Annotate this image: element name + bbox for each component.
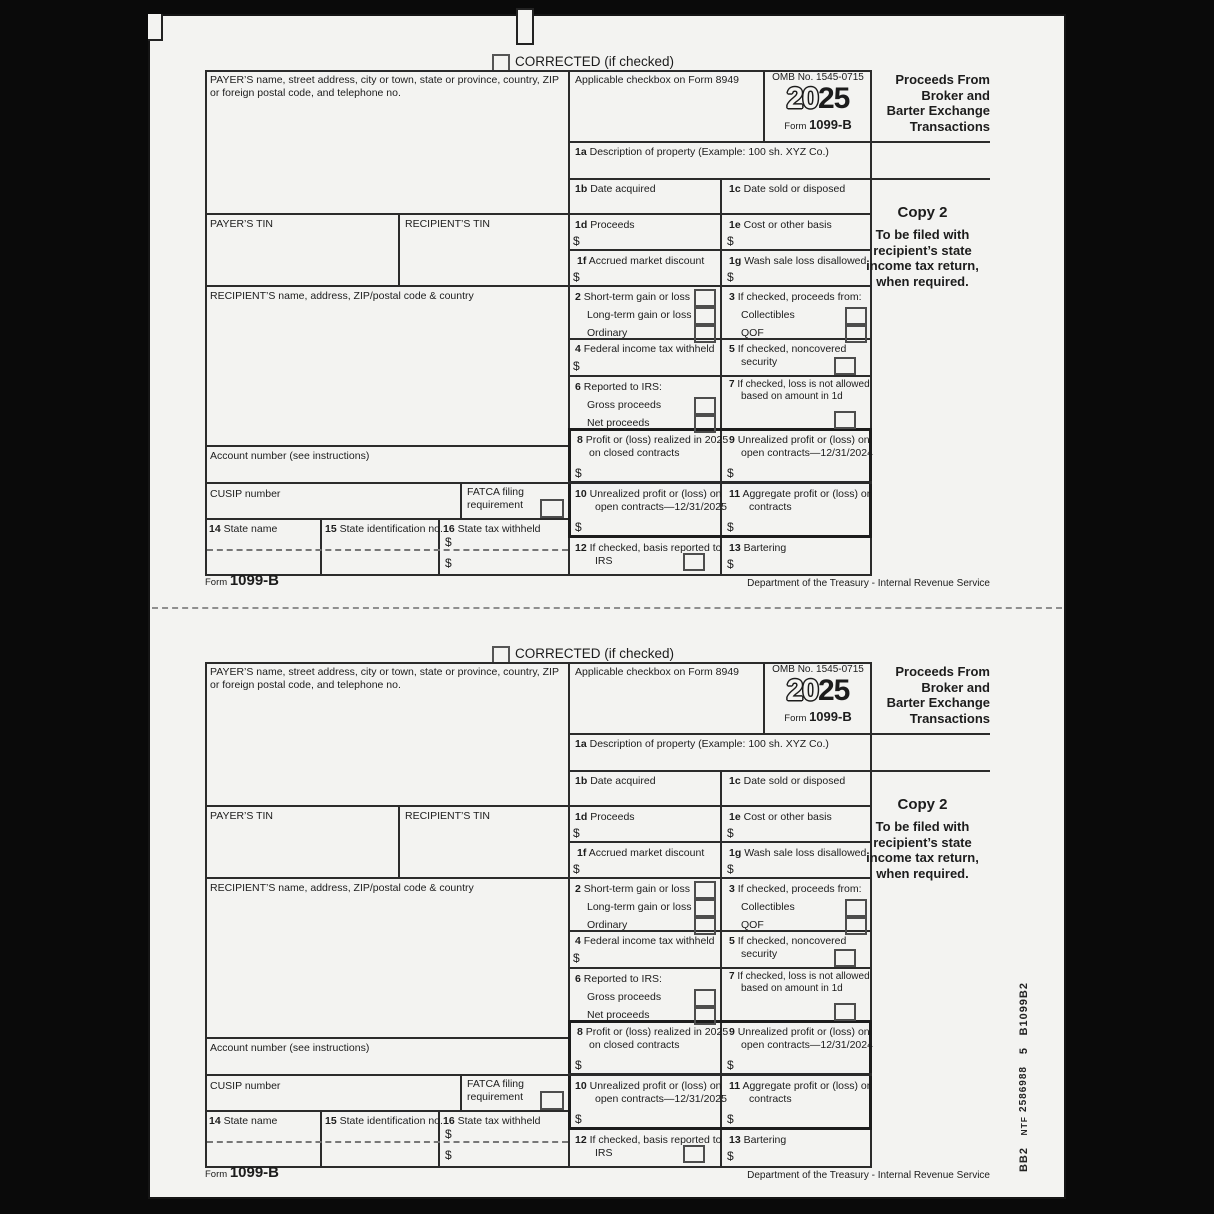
box-6-label: 6 Reported to IRS: Gross proceeds Net proceeds: [575, 973, 662, 1021]
grid-line: [205, 1074, 570, 1076]
box-11-dollar: $: [727, 1112, 734, 1126]
box-1b-label: 1b Date acquired: [575, 183, 656, 195]
payer-tin-label: PAYER’S TIN: [210, 218, 274, 230]
box-1f-dollar: $: [573, 270, 580, 284]
grid-line: [205, 285, 872, 287]
grid-line: [872, 141, 990, 143]
basis-reported-checkbox[interactable]: [683, 1145, 705, 1163]
form-title: Proceeds From Broker and Barter Exchange Transactions: [886, 664, 990, 726]
corrected-label: CORRECTED (if checked): [515, 646, 675, 661]
net-proceeds-checkbox[interactable]: [694, 415, 716, 433]
tax-year: 2025: [786, 82, 850, 115]
applicable-checkbox-label: Applicable checkbox on Form 8949: [575, 74, 740, 86]
long-term-checkbox[interactable]: [694, 899, 716, 917]
form-title: Proceeds From Broker and Barter Exchange Transactions: [886, 72, 990, 134]
box-16-dollar-2: $: [445, 556, 452, 570]
grid-line: [568, 841, 872, 843]
box-1g-label: 1g Wash sale loss disallowed: [729, 255, 867, 267]
box-1d-dollar: $: [573, 826, 580, 840]
box-1e-label: 1e Cost or other basis: [729, 219, 832, 231]
box-7-label: 7 If checked, loss is not allowed based on amount in 1d: [729, 379, 870, 402]
long-term-checkbox[interactable]: [694, 307, 716, 325]
box-1e-dollar: $: [727, 234, 734, 248]
loss-not-allowed-checkbox[interactable]: [834, 1003, 856, 1021]
box-1b-label: 1b Date acquired: [575, 775, 656, 787]
grid-line: [205, 1037, 570, 1039]
cusip-label: CUSIP number: [210, 488, 281, 500]
box-13-label: 13 Bartering: [729, 1134, 787, 1146]
fatca-label: FATCA filing requirement: [467, 1078, 524, 1103]
box-15-label: 15 State identification no.: [325, 523, 443, 535]
recipient-tin-label: RECIPIENT’S TIN: [405, 810, 490, 822]
box-6-label: 6 Reported to IRS: Gross proceeds Net proceeds: [575, 381, 662, 429]
box-4-dollar: $: [573, 359, 580, 373]
box-8-dollar: $: [575, 1058, 582, 1072]
box-4-label: 4 Federal income tax withheld: [575, 343, 715, 355]
footer-department: Department of the Treasury - Internal Revenue Service: [747, 578, 990, 589]
grid-line: [205, 1110, 570, 1112]
box-10-label: 10 Unrealized profit or (loss) on open contracts—12/31/2025: [575, 1080, 727, 1105]
grid-line: [205, 877, 872, 879]
grid-line: [205, 518, 570, 520]
applicable-checkbox-label: Applicable checkbox on Form 8949: [575, 666, 740, 678]
grid-line: [205, 574, 872, 576]
grid-line: [460, 1076, 462, 1112]
box-1g-label: 1g Wash sale loss disallowed: [729, 847, 867, 859]
omb-number: OMB No. 1545-0715: [772, 664, 864, 675]
box-11-dollar: $: [727, 520, 734, 534]
copy-designation: [855, 796, 990, 881]
box-10-dollar: $: [575, 1112, 582, 1126]
box-2-label: 2 Short-term gain or loss Long-term gain or loss Ordinary: [575, 291, 692, 339]
copy-note: To be filed with recipient’s state income tax return, when required.: [866, 819, 979, 881]
grid-line: [205, 805, 872, 807]
fatca-label: FATCA filing requirement: [467, 486, 524, 511]
grid-line: [205, 213, 872, 215]
form-copy-top: [205, 54, 997, 606]
box-15-label: 15 State identification no.: [325, 1115, 443, 1127]
print-code-ntf: NTF 2586988: [1018, 1065, 1029, 1136]
form-copy-bottom: [205, 646, 997, 1198]
form-grid: [205, 662, 872, 1168]
box-3-label: 3 If checked, proceeds from: Collectibles QOF: [729, 291, 862, 339]
box-1d-label: 1d Proceeds: [575, 811, 635, 823]
fatca-checkbox[interactable]: [540, 499, 564, 518]
form-number-header: Form 1099-B: [784, 117, 852, 132]
grid-line: [205, 482, 570, 484]
grid-line: [568, 1073, 872, 1076]
footer-form-number: Form 1099-B: [205, 1164, 280, 1181]
grid-line: [568, 770, 872, 772]
print-code-b1099b2: B1099B2: [1018, 982, 1030, 1036]
box-2-label: 2 Short-term gain or loss Long-term gain or loss Ordinary: [575, 883, 692, 931]
account-number-label: Account number (see instructions): [210, 1042, 370, 1054]
noncovered-security-checkbox[interactable]: [834, 357, 856, 375]
box-11-label: 11 Aggregate profit or (loss) on contracts: [729, 1080, 873, 1105]
ordinary-checkbox[interactable]: [694, 917, 716, 935]
box-14-label: 14 State name: [209, 523, 278, 535]
box-1e-label: 1e Cost or other basis: [729, 811, 832, 823]
box-1g-dollar: $: [727, 270, 734, 284]
grid-line: [872, 733, 990, 735]
grid-line: [460, 484, 462, 520]
qof-checkbox[interactable]: [845, 325, 867, 343]
grid-line: [568, 178, 872, 180]
qof-checkbox[interactable]: [845, 917, 867, 935]
box-16-dollar-1: $: [445, 535, 452, 549]
box-10-label: 10 Unrealized profit or (loss) on open contracts—12/31/2025: [575, 488, 727, 513]
box-16-dollar-1: $: [445, 1127, 452, 1141]
box-4-dollar: $: [573, 951, 580, 965]
box-1c-label: 1c Date sold or disposed: [729, 775, 846, 787]
omb-box: [765, 72, 871, 132]
box-5-label: 5 If checked, noncovered security: [729, 935, 847, 960]
top-center-notch: [516, 8, 534, 45]
grid-line: [205, 662, 207, 1168]
recipient-info-label: RECIPIENT’S name, address, ZIP/postal code & country: [210, 290, 474, 302]
account-number-label: Account number (see instructions): [210, 450, 370, 462]
box-1c-label: 1c Date sold or disposed: [729, 183, 846, 195]
omb-number: OMB No. 1545-0715: [772, 72, 864, 83]
collectibles-checkbox[interactable]: [845, 899, 867, 917]
box-1g-dollar: $: [727, 862, 734, 876]
box-1d-dollar: $: [573, 234, 580, 248]
grid-line: [205, 445, 570, 447]
form-sheet: [148, 14, 1066, 1199]
corrected-label: CORRECTED (if checked): [515, 54, 675, 69]
recipient-info-label: RECIPIENT’S name, address, ZIP/postal code & country: [210, 882, 474, 894]
box-9-label: 9 Unrealized profit or (loss) on open contracts—12/31/2024: [729, 1026, 873, 1051]
print-codes: [1006, 982, 1042, 1172]
noncovered-security-checkbox[interactable]: [834, 949, 856, 967]
form-number-header: Form 1099-B: [784, 709, 852, 724]
grid-line: [568, 733, 872, 735]
state-dashed-line: [207, 1141, 568, 1143]
loss-not-allowed-checkbox[interactable]: [834, 411, 856, 429]
box-9-label: 9 Unrealized profit or (loss) on open contracts—12/31/2024: [729, 434, 873, 459]
box-13-dollar: $: [727, 557, 734, 571]
copy-designation: [855, 204, 990, 289]
gross-proceeds-checkbox[interactable]: [694, 397, 716, 415]
cusip-label: CUSIP number: [210, 1080, 281, 1092]
ordinary-checkbox[interactable]: [694, 325, 716, 343]
short-term-checkbox[interactable]: [694, 289, 716, 307]
form-1099b: [205, 646, 997, 1198]
print-code-5: 5: [1018, 1047, 1030, 1055]
box-1f-label: 1f Accrued market discount: [577, 847, 705, 859]
collectibles-checkbox[interactable]: [845, 307, 867, 325]
box-5-label: 5 If checked, noncovered security: [729, 343, 847, 368]
box-8-label: 8 Profit or (loss) realized in 2025 on closed contracts: [577, 434, 729, 459]
box-16-dollar-2: $: [445, 1148, 452, 1162]
payer-tin-label: PAYER’S TIN: [210, 810, 274, 822]
grid-line: [568, 967, 872, 969]
grid-line: [568, 481, 872, 484]
box-10-dollar: $: [575, 520, 582, 534]
box-1a-label: 1a Description of property (Example: 100 sh. XYZ Co.): [575, 146, 829, 158]
grid-line: [568, 375, 872, 377]
box-4-label: 4 Federal income tax withheld: [575, 935, 715, 947]
box-8-dollar: $: [575, 466, 582, 480]
copy-number: Copy 2: [897, 796, 948, 813]
top-left-notch: [148, 14, 163, 41]
box-1f-dollar: $: [573, 862, 580, 876]
recipient-tin-label: RECIPIENT’S TIN: [405, 218, 490, 230]
omb-box: [765, 664, 871, 724]
fatca-checkbox[interactable]: [540, 1091, 564, 1110]
footer-form-number: Form 1099-B: [205, 572, 280, 589]
grid-line: [205, 70, 207, 576]
net-proceeds-checkbox[interactable]: [694, 1007, 716, 1025]
form-1099b: [205, 54, 997, 606]
grid-line: [205, 1166, 872, 1168]
grid-line: [568, 141, 872, 143]
box-9-dollar: $: [727, 1058, 734, 1072]
box-1d-label: 1d Proceeds: [575, 219, 635, 231]
box-7-label: 7 If checked, loss is not allowed based on amount in 1d: [729, 971, 870, 994]
grid-line: [872, 178, 990, 180]
box-3-label: 3 If checked, proceeds from: Collectibles QOF: [729, 883, 862, 931]
grid-line: [872, 770, 990, 772]
box-13-label: 13 Bartering: [729, 542, 787, 554]
grid-line: [398, 215, 400, 287]
payer-info-label: PAYER’S name, street address, city or town, state or province, country, ZIP or foreign postal code, and telephone no.: [210, 666, 559, 691]
box-11-label: 11 Aggregate profit or (loss) on contracts: [729, 488, 873, 513]
box-13-dollar: $: [727, 1149, 734, 1163]
box-16-label: 16 State tax withheld: [443, 1115, 541, 1127]
box-1e-dollar: $: [727, 826, 734, 840]
gross-proceeds-checkbox[interactable]: [694, 989, 716, 1007]
copy-number: Copy 2: [897, 204, 948, 221]
state-dashed-line: [207, 549, 568, 551]
box-1f-label: 1f Accrued market discount: [577, 255, 705, 267]
box-14-label: 14 State name: [209, 1115, 278, 1127]
footer-department: Department of the Treasury - Internal Revenue Service: [747, 1170, 990, 1181]
box-12-label: 12 If checked, basis reported to IRS: [575, 1134, 722, 1159]
box-8-label: 8 Profit or (loss) realized in 2025 on closed contracts: [577, 1026, 729, 1051]
grid-line: [568, 249, 872, 251]
short-term-checkbox[interactable]: [694, 881, 716, 899]
grid-line: [398, 807, 400, 879]
box-16-label: 16 State tax withheld: [443, 523, 541, 535]
copy-note: To be filed with recipient’s state income tax return, when required.: [866, 227, 979, 289]
tax-year: 2025: [786, 674, 850, 707]
print-code-bb2: BB2: [1018, 1146, 1030, 1172]
perforation-line: [152, 607, 1062, 609]
basis-reported-checkbox[interactable]: [683, 553, 705, 571]
box-1a-label: 1a Description of property (Example: 100 sh. XYZ Co.): [575, 738, 829, 750]
box-9-dollar: $: [727, 466, 734, 480]
payer-info-label: PAYER’S name, street address, city or town, state or province, country, ZIP or foreign postal code, and telephone no.: [210, 74, 559, 99]
form-grid: [205, 70, 872, 576]
box-12-label: 12 If checked, basis reported to IRS: [575, 542, 722, 567]
